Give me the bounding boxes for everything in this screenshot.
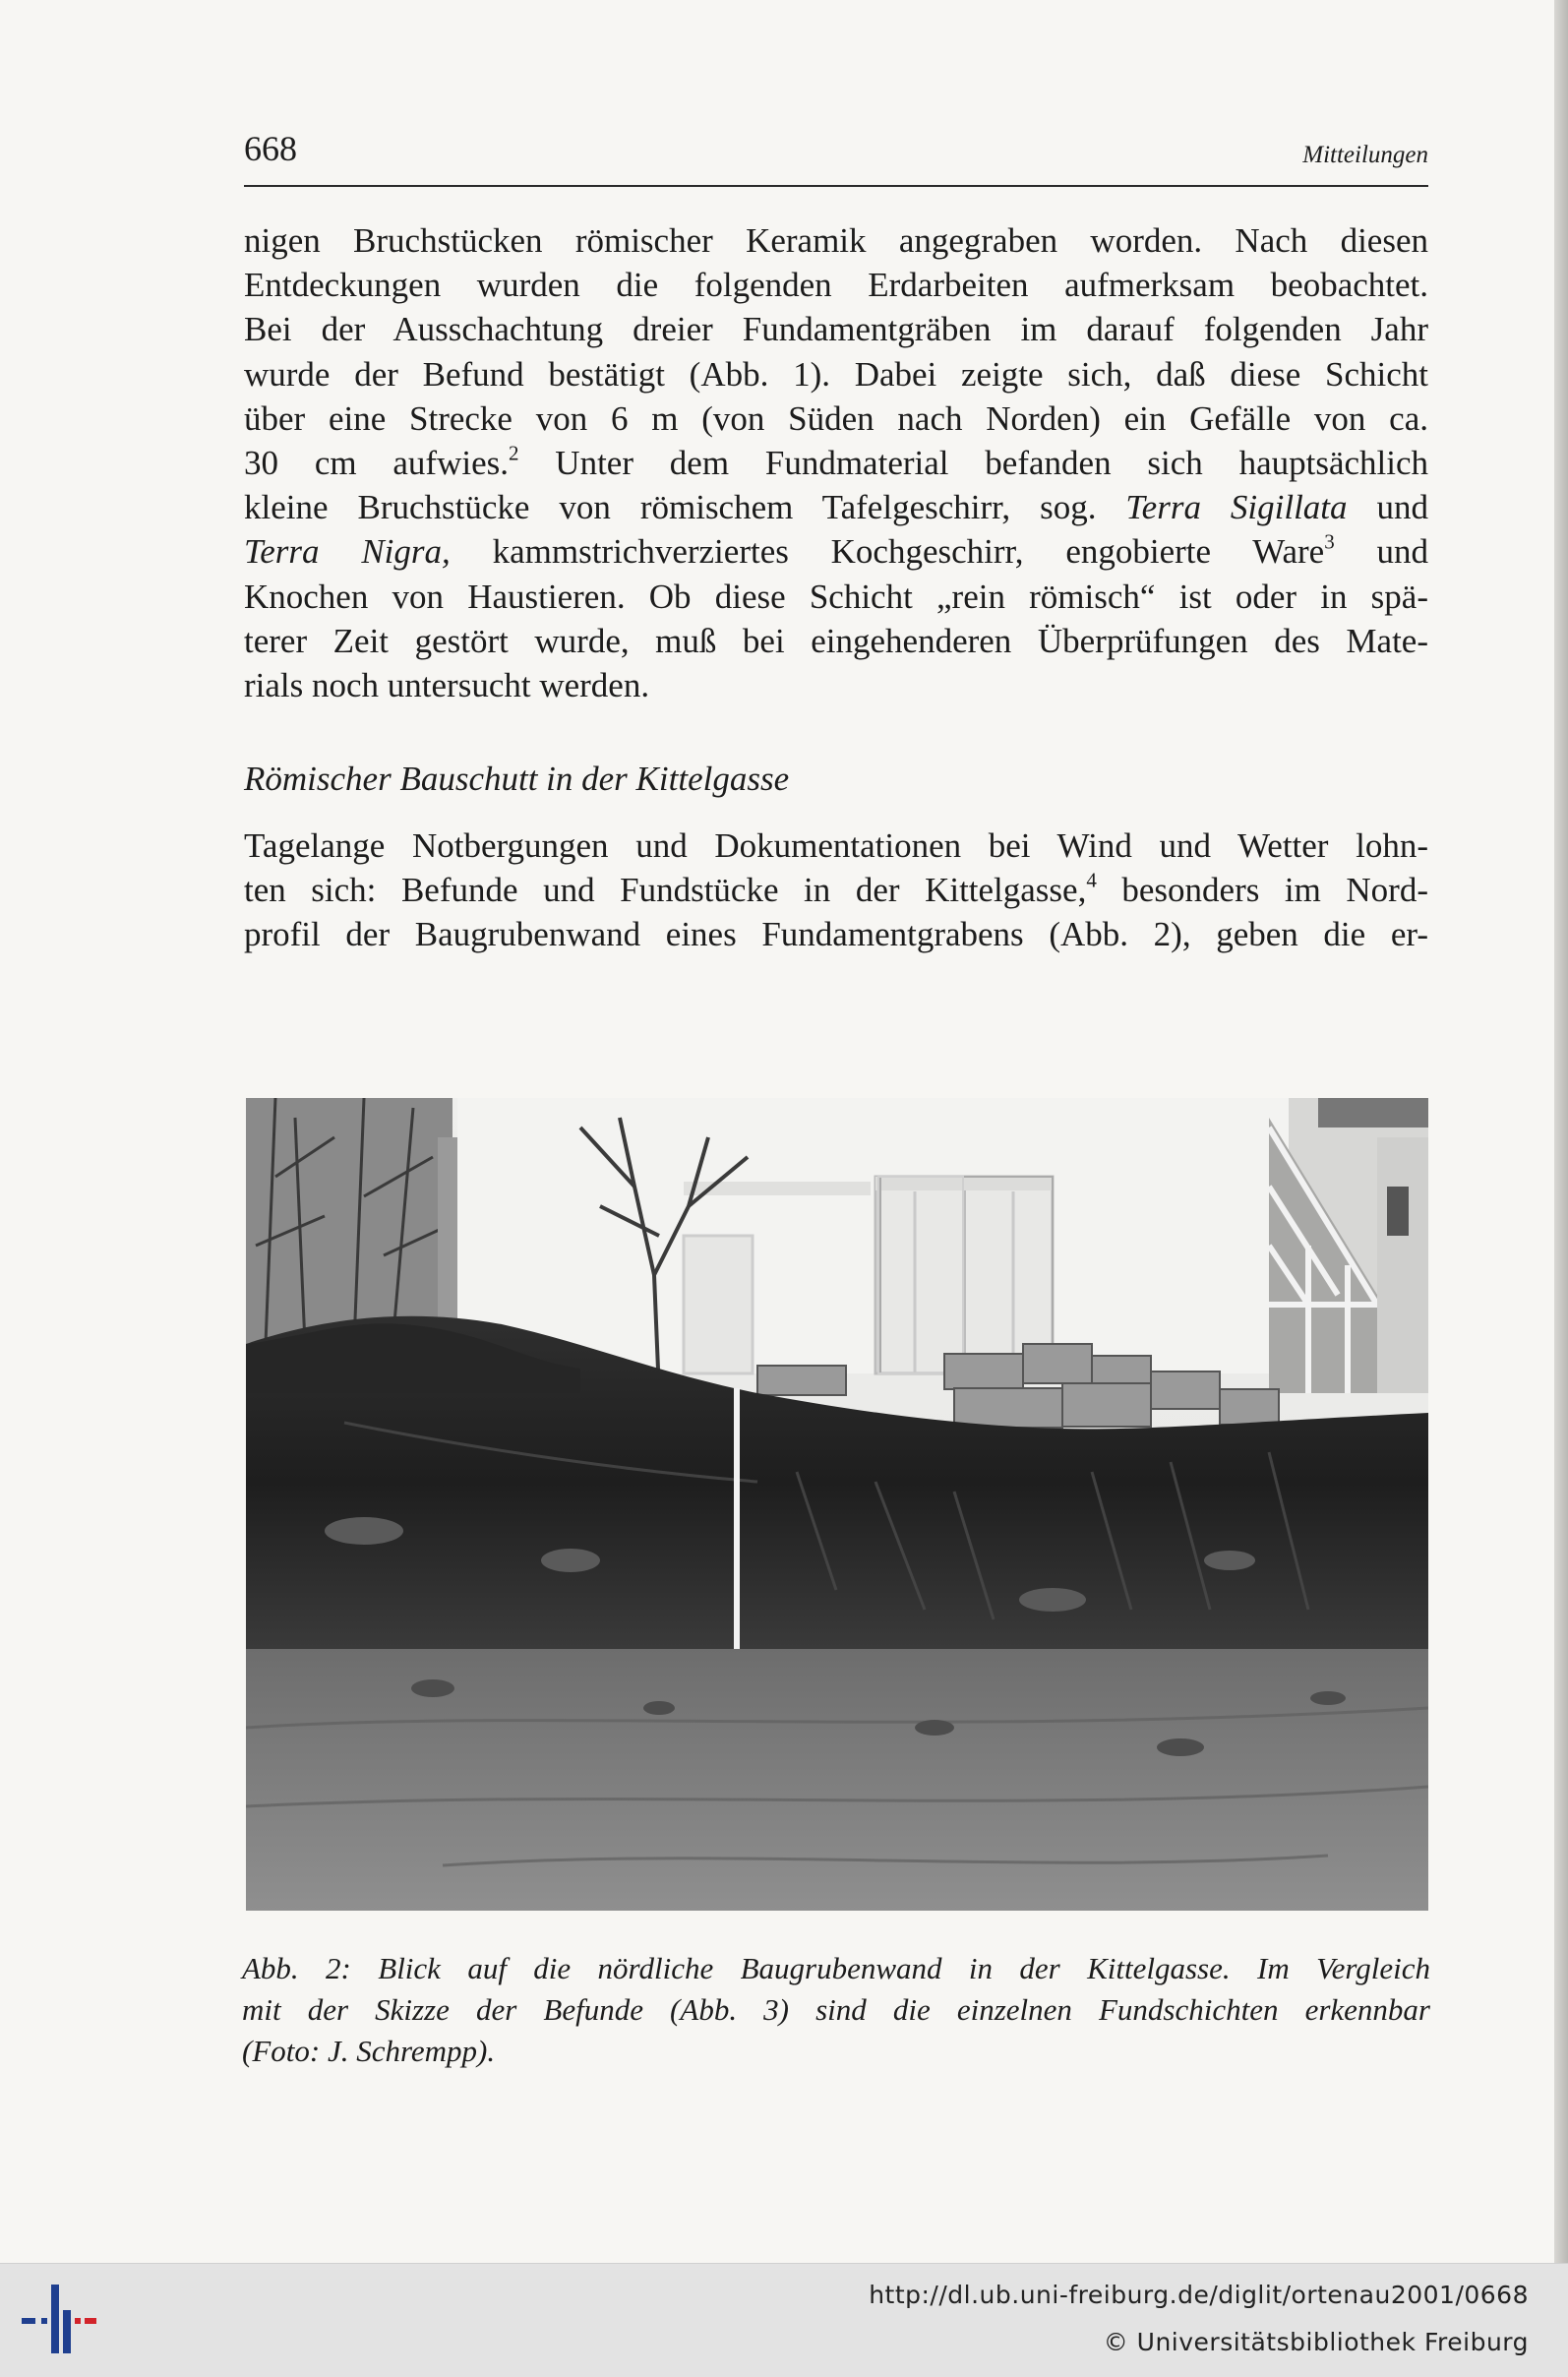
page-edge xyxy=(1554,0,1568,2263)
figure-caption xyxy=(242,1948,1430,2072)
text-run: und xyxy=(1347,488,1428,527)
page-header xyxy=(244,126,1428,187)
permalink-url[interactable]: http://dl.ub.uni-freiburg.de/diglit/ortenau2001/0668 xyxy=(869,2281,1529,2309)
text-line: Bei der Ausschachtung dreier Fundamentgräben im darauf folgenden Jahr xyxy=(244,310,1428,349)
text-run: kleine Bruchstücke von römischem Tafelgeschirr, sog. xyxy=(244,488,1126,527)
text-run: und xyxy=(1334,532,1428,572)
text-run: kammstrichverziertes Kochgeschirr, engobierte Ware xyxy=(450,532,1325,572)
text-line xyxy=(244,529,1428,574)
text-line: Knochen von Haustieren. Ob diese Schicht „rein römisch“ ist oder in spä- xyxy=(244,577,1428,616)
running-head: Mitteilungen xyxy=(1302,142,1428,168)
caption-line: mit der Skizze der Befunde (Abb. 3) sind die einzelnen Fundschichten erkennbar xyxy=(242,1992,1430,2027)
footnote-ref-4: 4 xyxy=(1086,868,1097,892)
caption-line: (Foto: J. Schrempp). xyxy=(242,2034,496,2068)
excavation-photo xyxy=(246,1098,1428,1911)
text-line: nigen Bruchstücken römischer Keramik angegraben worden. Nach diesen xyxy=(244,221,1428,260)
text-run: besonders im Nord- xyxy=(1096,871,1428,910)
photo-illustration xyxy=(246,1098,1428,1911)
caption-line: Abb. 2: Blick auf die nördliche Baugrubenwand in der Kittelgasse. Im Vergleich xyxy=(242,1951,1430,1985)
text-line xyxy=(244,485,1428,529)
footnote-ref-2: 2 xyxy=(508,441,519,465)
copyright-notice: © Universitätsbibliothek Freiburg xyxy=(1103,2328,1529,2356)
text-line: Entdeckungen wurden die folgenden Erdarbeiten aufmerksam beobachtet. xyxy=(244,266,1428,305)
text-line: über eine Strecke von 6 m (von Süden nach Norden) ein Gefälle von ca. xyxy=(244,398,1428,438)
text-run: ten sich: Befunde und Fundstücke in der Kittelgasse, xyxy=(244,871,1087,910)
text-line: profil der Baugrubenwand eines Fundamentgrabens (Abb. 2), geben die er- xyxy=(244,915,1428,954)
text-line xyxy=(244,868,1428,912)
paragraph-1 xyxy=(244,218,1428,707)
text-line: Tagelange Notbergungen und Dokumentationen bei Wind und Wetter lohn- xyxy=(244,826,1428,865)
italic-term: Terra Nigra, xyxy=(244,532,451,572)
text-line: terer Zeit gestört wurde, muß bei eingehenderen Überprüfungen des Mate- xyxy=(244,621,1428,660)
text-run: Unter dem Fundmaterial befanden sich hauptsächlich xyxy=(518,444,1428,483)
italic-term: Terra Sigillata xyxy=(1125,488,1348,527)
library-logo-icon xyxy=(20,2281,98,2355)
paragraph-2 xyxy=(244,823,1428,957)
text-line: rials noch untersucht werden. xyxy=(244,666,650,705)
text-line xyxy=(244,441,1428,485)
text-line: wurde der Befund bestätigt (Abb. 1). Dabei zeigte sich, daß diese Schicht xyxy=(244,354,1428,394)
section-heading: Römischer Bauschutt in der Kittelgasse xyxy=(244,760,790,798)
text-run: 30 cm aufwies. xyxy=(244,444,509,483)
footnote-ref-3: 3 xyxy=(1324,529,1335,554)
page-number: 668 xyxy=(244,129,297,168)
